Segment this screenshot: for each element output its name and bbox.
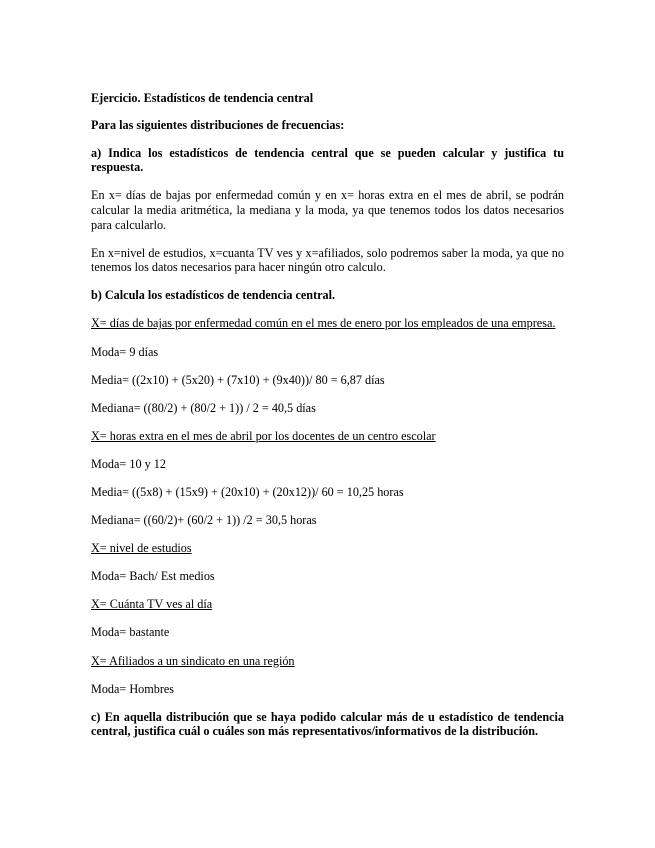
bajas-media: Media= ((2x10) + (5x20) + (7x10) + (9x40))/ 80 = 6,87 días [91,372,385,387]
section-heading-tv: X= Cuánta TV ves al día [91,597,213,612]
document-page [91,91,564,752]
answer-a-paragraph-2: En x=nivel de estudios, x=cuanta TV ves y x=afiliados, solo podremos saber la moda, ya que no tenemos los datos necesarios para hacer ningún otro calculo. [91,245,564,275]
horas-moda: Moda= 10 y 12 [91,456,166,471]
question-b: b) Calcula los estadísticos de tendencia central. [91,288,336,303]
intro-text: Para las siguientes distribuciones de frecuencias: [91,117,345,132]
bajas-moda: Moda= 9 días [91,344,159,359]
afiliados-moda: Moda= Hombres [91,681,175,696]
section-heading-horas: X= horas extra en el mes de abril por los docentes de un centro escolar [91,428,436,443]
question-a: a) Indica los estadísticos de tendencia central que se pueden calcular y justifica tu respuesta. [91,145,564,175]
horas-mediana: Mediana= ((60/2)+ (60/2 + 1)) /2 = 30,5 horas [91,513,317,528]
document-title: Ejercicio. Estadísticos de tendencia central [91,91,314,105]
section-heading-afiliados: X= Afiliados a un sindicato en una región [91,653,295,668]
bajas-mediana: Mediana= ((80/2) + (80/2 + 1)) / 2 = 40,5 días [91,400,316,415]
estudios-moda: Moda= Bach/ Est medios [91,569,215,584]
section-heading-estudios: X= nivel de estudios [91,541,192,556]
question-c: c) En aquella distribución que se haya podido calcular más de u estadístico de tendencia central, justifica cuál o cuáles son más representativos/informativos de la distribución. [91,709,564,739]
tv-moda: Moda= bastante [91,625,170,640]
answer-a-paragraph-1: En x= días de bajas por enfermedad común y en x= horas extra en el mes de abril, se podrán calcular la media aritmética, la mediana y la moda, ya que tenemos todos los datos necesarios para calcularlo. [91,188,564,232]
horas-media: Media= ((5x8) + (15x9) + (20x10) + (20x12))/ 60 = 10,25 horas [91,485,404,499]
section-heading-bajas: X= días de bajas por enfermedad común en el mes de enero por los empleados de una empresa. [91,316,556,331]
